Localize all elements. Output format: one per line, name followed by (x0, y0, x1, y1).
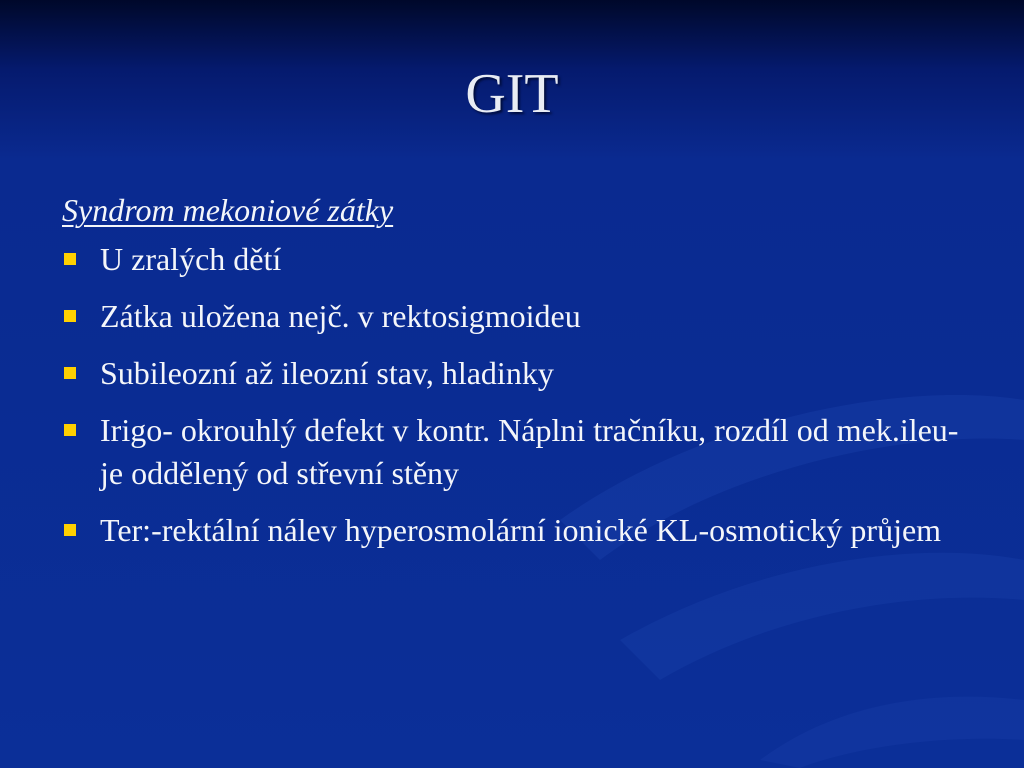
bullet-item (62, 352, 962, 395)
slide-body (62, 186, 962, 566)
square-bullet-icon (64, 424, 76, 436)
bullet-text: Ter:-rektální nálev hyperosmolární ionické KL-osmotický průjem (100, 512, 942, 548)
bullet-text: Subileozní až ileozní stav, hladinky (100, 355, 554, 391)
square-bullet-icon (64, 310, 76, 322)
bullet-list (62, 238, 962, 552)
section-subheading: Syndrom mekoniové zátky (62, 192, 394, 228)
square-bullet-icon (64, 524, 76, 536)
bullet-item (62, 238, 962, 281)
bullet-text: Irigo- okrouhlý defekt v kontr. Náplni tračníku, rozdíl od mek.ileu- je oddělený od střevní stěny (100, 412, 959, 491)
bullet-text: Zátka uložena nejč. v rektosigmoideu (100, 298, 581, 334)
bullet-item (62, 295, 962, 338)
slide-title: GIT (465, 63, 559, 125)
square-bullet-icon (64, 367, 76, 379)
bullet-item (62, 409, 962, 495)
bullet-text: U zralých dětí (100, 241, 282, 277)
square-bullet-icon (64, 253, 76, 265)
bullet-item (62, 509, 962, 552)
